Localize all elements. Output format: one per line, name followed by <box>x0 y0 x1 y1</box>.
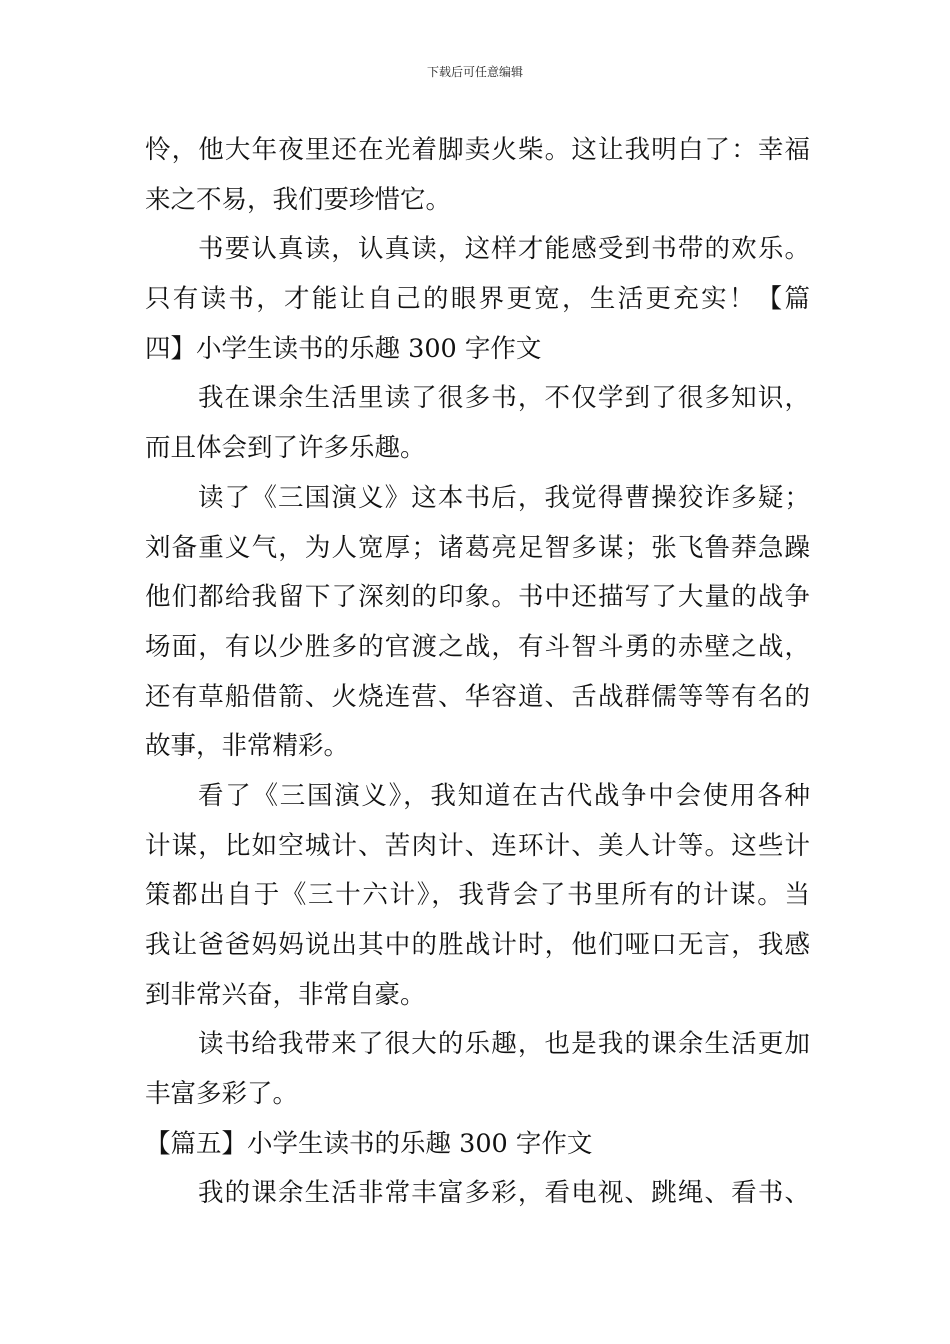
text-line: 来之不易，我们要珍惜它。 <box>145 184 452 215</box>
paragraph-first-line: 书要认真读，认真读，这样才能感受到书带的欢乐。 <box>198 234 810 265</box>
text-line: 到非常兴奋，非常自豪。 <box>145 979 426 1010</box>
paragraph-first-line: 我的课余生活非常丰富多彩，看电视、跳绳、看书、 <box>198 1178 810 1209</box>
text-line: 而且体会到了许多乐趣。 <box>145 433 426 464</box>
text-line: 怜，他大年夜里还在光着脚卖火柴。这让我明白了：幸福 <box>145 135 810 165</box>
text-line: 丰富多彩了。 <box>145 1079 299 1110</box>
text-line: 策都出自于《三十六计》，我背会了书里所有的计谋。当 <box>145 880 810 911</box>
page-header: 下载后可任意编辑 <box>426 65 523 79</box>
text-line: 还有草船借箭、火烧连营、华容道、舌战群儒等等有名的 <box>145 681 810 712</box>
text-line: 计谋，比如空城计、苦肉计、连环计、美人计等。这些计 <box>145 830 810 861</box>
section-heading: 【篇五】小学生读书的乐趣 300 字作文 <box>145 1128 593 1159</box>
text-line: 故事，非常精彩。 <box>145 731 350 762</box>
text-line: 只有读书，才能让自己的眼界更宽，生活更充实！【篇 <box>145 284 810 315</box>
text-line: 场面，有以少胜多的官渡之战，有斗智斗勇的赤壁之战， <box>145 631 810 662</box>
paragraph-first-line: 读了《三国演义》这本书后，我觉得曹操狡诈多疑； <box>198 482 810 513</box>
paragraph-first-line: 我在课余生活里读了很多书，不仅学到了很多知识， <box>198 383 810 414</box>
text-line: 刘备重义气，为人宽厚；诸葛亮足智多谋；张飞鲁莽急躁 <box>145 532 810 563</box>
section-heading: 四】小学生读书的乐趣 300 字作文 <box>145 333 542 364</box>
paragraph-first-line: 读书给我带来了很大的乐趣，也是我的课余生活更加 <box>198 1029 810 1060</box>
paragraph-first-line: 看了《三国演义》，我知道在古代战争中会使用各种 <box>198 780 810 811</box>
document-body <box>145 126 810 1219</box>
text-line: 他们都给我留下了深刻的印象。书中还描写了大量的战争 <box>145 582 810 613</box>
text-line: 我让爸爸妈妈说出其中的胜战计时，他们哑口无言，我感 <box>145 930 810 960</box>
